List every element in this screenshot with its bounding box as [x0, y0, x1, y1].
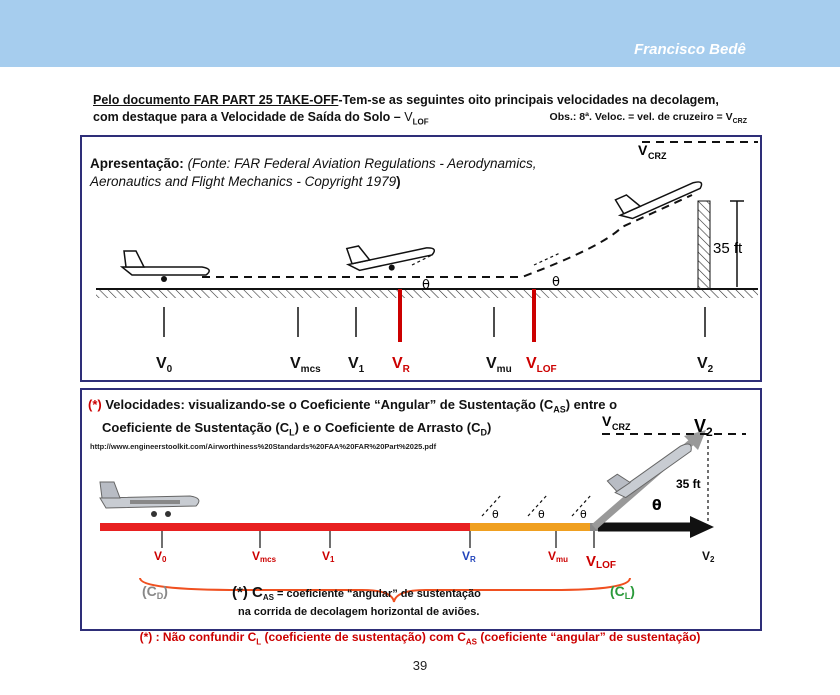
cd-label: $(C_D)$: [142, 583, 168, 601]
footnote-mid: (coeficiente de sustentação) com C: [261, 630, 466, 644]
velocities-sub-as: AS: [553, 404, 566, 415]
obs-prefix: Obs.: 8ª. Veloc. = vel. de cruzeiro = V: [549, 111, 733, 123]
header-bar: [0, 0, 840, 67]
height-label-2: 35 ft: [676, 477, 701, 491]
intro-sentence: -Tem-se as seguintes oito principais velocidades na decolagem,: [338, 93, 719, 107]
theta-b: θ: [538, 508, 545, 521]
v2-top-sub: 2: [706, 425, 713, 439]
p1-speed-label-4: $V_{mu}$: [486, 355, 512, 375]
velocities-line1-end: ) entre o: [565, 397, 618, 412]
p2-speed-label-2: V1: [322, 549, 335, 564]
presentation-label: Apresentação:: [90, 156, 184, 171]
cas-text: = coeficiente “angular” de sustentação: [273, 588, 481, 600]
v2-top-base: V: [694, 416, 707, 436]
p2-speed-label-4: Vmu: [548, 549, 569, 564]
height-label: 35 ft: [713, 240, 743, 257]
theta-big: θ: [652, 498, 662, 514]
p2-speed-label-5: VLOF: [586, 553, 617, 571]
author-name: Francisco Bedê: [634, 41, 746, 58]
p1-speed-label-3: $V_R$: [392, 355, 410, 375]
obstacle-35ft: [698, 201, 710, 289]
cas-line2: na corrida de decolagem horizontal de aviões.: [238, 606, 480, 619]
theta-a: θ: [492, 508, 499, 521]
vlof-base: V: [404, 110, 413, 124]
obs-sub: CRZ: [732, 118, 747, 126]
cas-sub: AS: [262, 593, 274, 603]
velocities-sub-l: L: [289, 427, 295, 438]
velocities-sub-d: D: [480, 427, 487, 438]
vcrz-sub: CRZ: [648, 151, 667, 161]
theta-2: θ: [552, 275, 560, 290]
intro-text: [93, 92, 753, 131]
v2-arrowhead: [690, 516, 714, 538]
vlof-sub: LOF: [412, 117, 429, 127]
velocities-line1: Velocidades: visualizando-se o Coeficiente “Angular” de Sustentação (C: [101, 397, 554, 412]
p2-speed-label-0: V0: [154, 549, 167, 564]
footnote-end: (coeficiente “angular” de sustentação): [477, 630, 701, 644]
p1-speed-label-5: $V_{LOF}$: [526, 355, 557, 375]
page-number: 39: [412, 658, 428, 673]
vcrz-sub-2: CRZ: [612, 422, 631, 432]
footnote-sub-l: L: [256, 637, 262, 647]
runway-orange-segment: [470, 523, 590, 531]
cas-note: [232, 586, 532, 619]
airplane-climb-icon: [614, 165, 703, 222]
airplane-rotation-icon: [345, 231, 437, 279]
p1-speed-label-1: $V_{mcs}$: [290, 355, 321, 375]
flight-path: [202, 195, 692, 277]
coefficient-diagram-panel: [80, 388, 762, 631]
doc-title: Pelo documento FAR PART 25 TAKE-OFF: [93, 93, 339, 107]
presentation-source: (Fonte: FAR Federal Aviation Regulations - Aerodynamics, Aeronautics and Flight Mechanics - Copyright 1979: [90, 156, 537, 189]
presentation-close: ): [396, 174, 401, 189]
cas-marker: (*) C: [232, 584, 263, 601]
intro-line2: com destaque para a Velocidade de Saída do Solo –: [93, 110, 401, 124]
p1-speed-label-2: $V_1$: [348, 355, 365, 375]
source-url: http://www.engineerstoolkit.com/Airworthiness%20Standards%20FAA%20FAR%20Part%2025.pdf: [90, 442, 437, 451]
marker-asterisk: (*): [88, 397, 102, 412]
velocities-line2-b: ) e o Coeficiente de Arrasto (C: [294, 419, 481, 435]
presentation-text: [90, 155, 590, 191]
theta-c: θ: [580, 508, 587, 521]
p2-speed-label-6: V2: [702, 549, 715, 564]
airplane-ground-icon: [122, 251, 209, 282]
p2-speed-label-1: Vmcs: [252, 549, 277, 564]
takeoff-diagram-panel: [80, 135, 762, 382]
theta-1: θ: [422, 278, 430, 293]
vcrz-base-2: V: [602, 413, 612, 429]
vcrz-base: V: [638, 142, 648, 158]
p1-speed-label-0: $V_0$: [156, 355, 173, 375]
p1-speed-label-6: $V_2$: [697, 355, 714, 375]
footnote-sub-as: AS: [465, 637, 477, 647]
velocities-line2-a: Coeficiente de Sustentação (C: [102, 419, 290, 435]
airplane-photo-ground: [100, 482, 199, 517]
footnote: [0, 630, 840, 646]
cl-label: $(C_L)$: [610, 583, 635, 601]
velocities-line2-c: ): [487, 419, 492, 435]
footnote-prefix: (*) : Não confundir C: [139, 630, 257, 644]
velocities-text: [88, 396, 668, 441]
runway-red-segment: [100, 523, 470, 531]
p2-speed-label-3: VR: [462, 549, 476, 564]
obs-note: [550, 109, 747, 130]
